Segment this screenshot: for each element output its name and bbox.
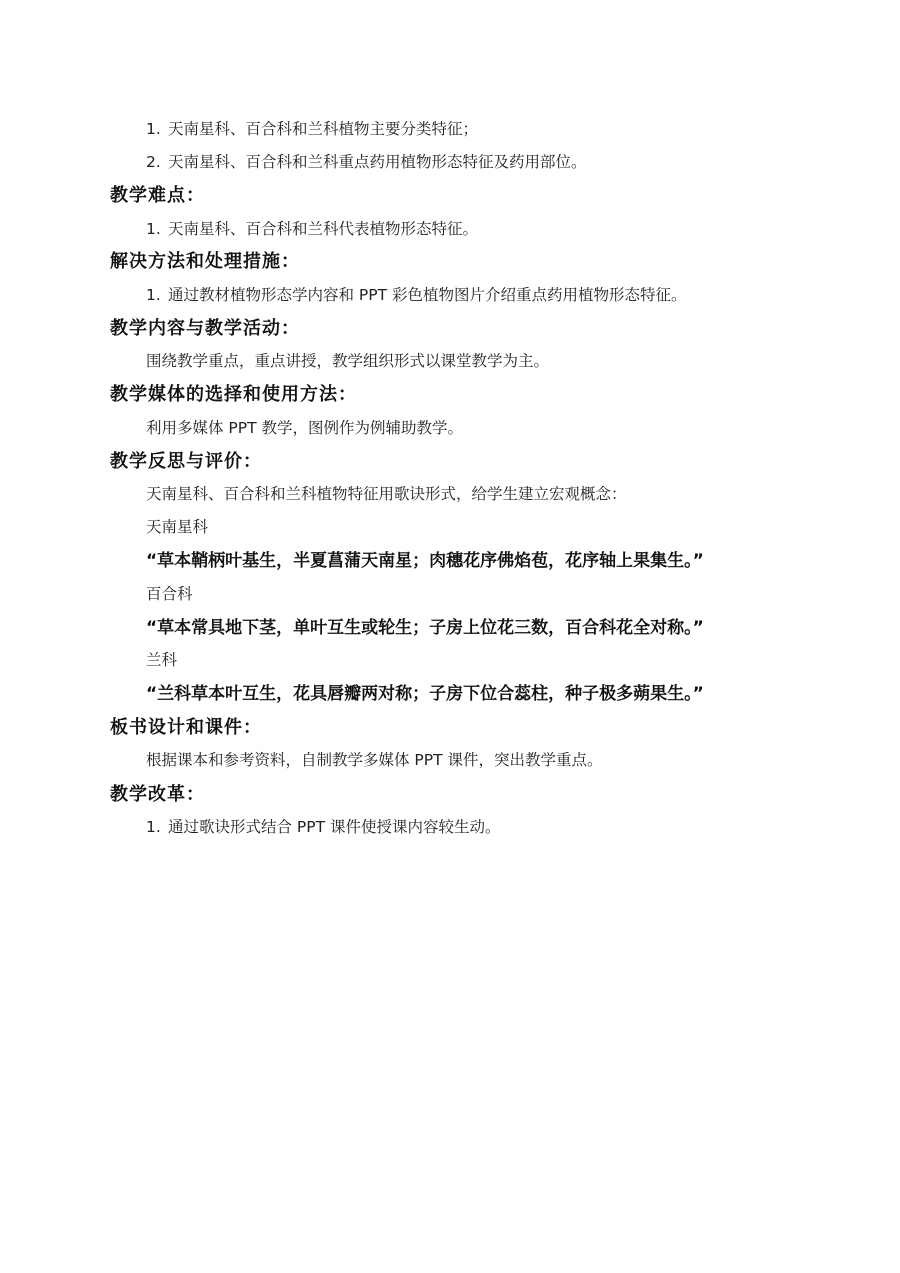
- key-point-item: [146, 122, 478, 138]
- difficulty-item: [146, 222, 478, 238]
- family-name: 兰科: [146, 651, 178, 669]
- family-name: 天南星科: [146, 518, 209, 536]
- solution-item: [146, 288, 687, 304]
- list-number: 1.: [146, 286, 161, 304]
- media-paragraph: 利用多媒体 PPT 教学，图例作为例辅助教学。: [146, 419, 464, 437]
- family-verse: “草本常具地下茎，单叶互生或轮生；子房上位花三数，百合科花全对称。”: [146, 618, 704, 638]
- list-number: 1.: [146, 120, 161, 138]
- section-heading-content: 教学内容与教学活动：: [110, 318, 300, 339]
- list-number: 1.: [146, 818, 161, 836]
- family-name: 百合科: [146, 585, 193, 603]
- key-point-item: [146, 155, 587, 171]
- list-text: 天南星科、百合科和兰科植物主要分类特征；: [168, 120, 479, 138]
- section-heading-difficulties: 教学难点：: [110, 185, 205, 206]
- content-paragraph: 围绕教学重点，重点讲授，教学组织形式以课堂教学为主。: [146, 352, 550, 370]
- section-heading-solutions: 解决方法和处理措施：: [110, 251, 300, 272]
- list-text: 通过教材植物形态学内容和 PPT 彩色植物图片介绍重点药用植物形态特征。: [168, 286, 687, 304]
- reflection-intro: 天南星科、百合科和兰科植物特征用歌诀形式，给学生建立宏观概念：: [146, 485, 627, 503]
- section-heading-board-design: 板书设计和课件：: [110, 717, 262, 738]
- list-number: 2.: [146, 153, 161, 171]
- section-heading-reform: 教学改革：: [110, 784, 205, 805]
- section-heading-media: 教学媒体的选择和使用方法：: [110, 384, 357, 405]
- family-verse: “草本鞘柄叶基生，半夏菖蒲天南星；肉穗花序佛焰苞，花序轴上果集生。”: [146, 551, 704, 571]
- list-text: 天南星科、百合科和兰科代表植物形态特征。: [168, 220, 479, 238]
- family-verse: “兰科草本叶互生，花具唇瓣两对称；子房下位合蕊柱，种子极多蒴果生。”: [146, 684, 704, 704]
- list-text: 通过歌诀形式结合 PPT 课件使授课内容较生动。: [168, 818, 501, 836]
- list-text: 天南星科、百合科和兰科重点药用植物形态特征及药用部位。: [168, 153, 587, 171]
- section-heading-reflection: 教学反思与评价：: [110, 451, 262, 472]
- list-number: 1.: [146, 220, 161, 238]
- reform-item: [146, 820, 501, 836]
- board-design-paragraph: 根据课本和参考资料，自制教学多媒体 PPT 课件，突出教学重点。: [146, 751, 603, 769]
